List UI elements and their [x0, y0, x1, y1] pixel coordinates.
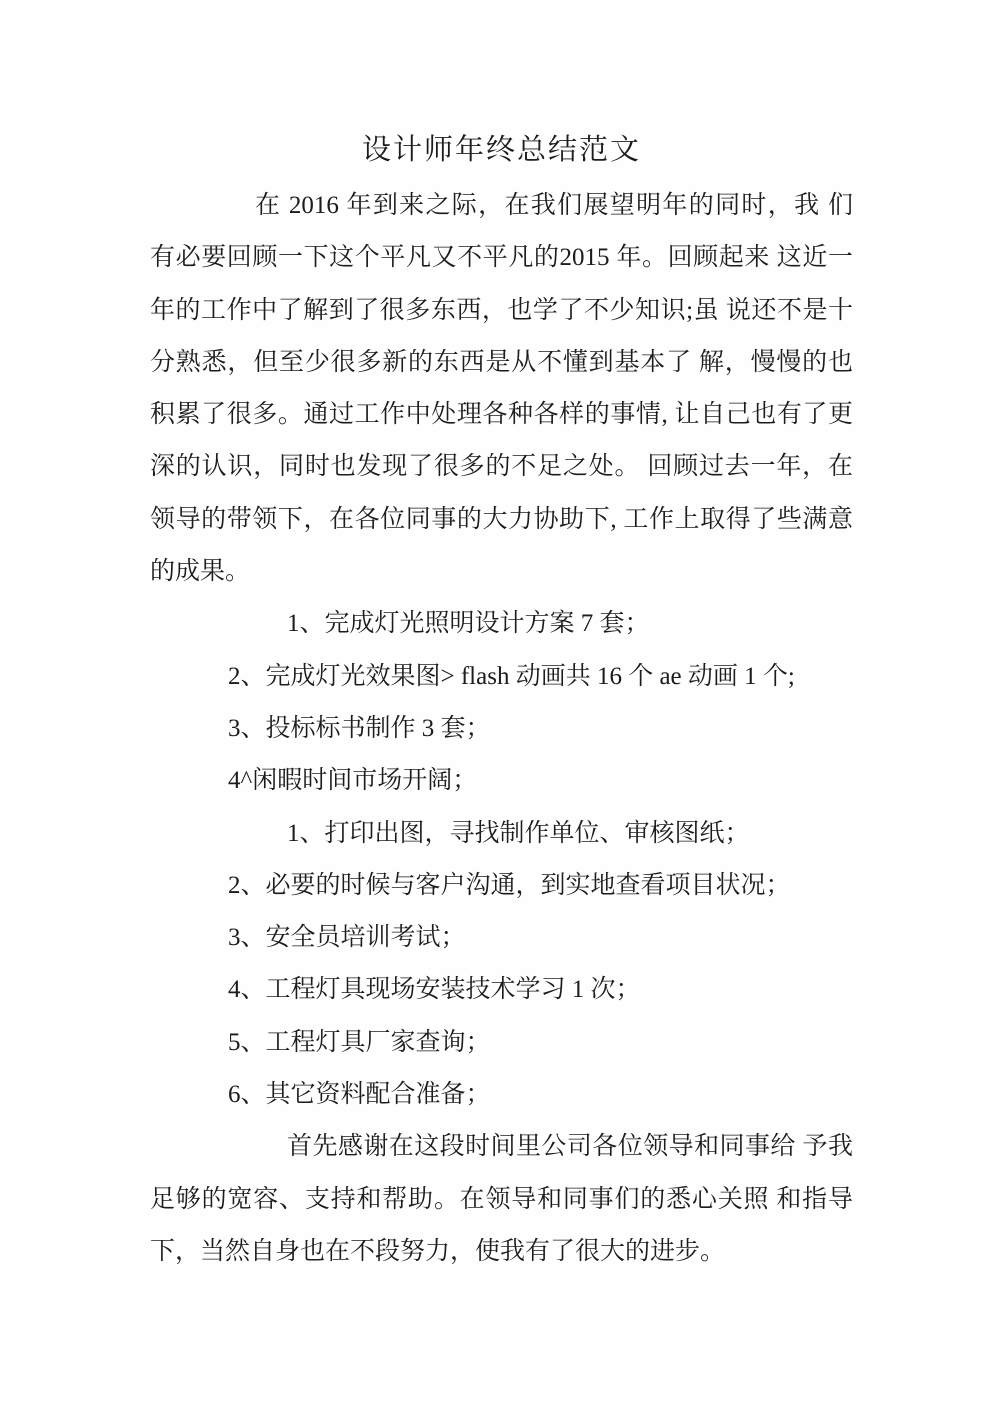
list-item: 5、工程灯具厂家查询； — [228, 1028, 491, 1056]
document-body — [150, 180, 853, 1278]
text-line: 下，当然自身也在不段努力，使我有了很大的进步。 — [150, 1237, 726, 1265]
list-item: 4^闲暇时间市场开阔； — [228, 767, 478, 795]
list-item: 6、其它资料配合准备； — [228, 1081, 491, 1109]
text-line: 领导的带领下，在各位同事的大力协助下, 工作上取得了些满意 — [150, 505, 853, 533]
text-line: 在 2016 年到来之际，在我们展望明年的同时，我 们 — [255, 192, 853, 219]
list-item: 1、打印出图，寻找制作单位、审核图纸； — [287, 819, 750, 847]
text-line: 深的认识，同时也发现了很多的不足之处。 回顾过去一年，在 — [150, 453, 853, 481]
list-item: 3、投标标书制作 3 套； — [228, 714, 491, 742]
text-line: 分熟悉，但至少很多新的东西是从不懂到基本了 解，慢慢的也 — [150, 348, 853, 376]
list-item: 2、完成灯光效果图> flash 动画共 16 个 ae 动画 1 个; — [228, 662, 795, 690]
text-line: 年的工作中了解到了很多东西，也学了不少知识;虽 说还不是十 — [150, 296, 853, 324]
text-line: 有必要回顾一下这个平凡又不平凡的2015 年。回顾起来 这近一 — [150, 244, 853, 272]
text-line: 的成果。 — [150, 558, 251, 586]
text-line: 积累了很多。通过工作中处理各种各样的事情, 让自己也有了更 — [150, 401, 853, 429]
text-line: 首先感谢在这段时间里公司各位领导和同事给 予我 — [287, 1133, 853, 1161]
list-item: 4、工程灯具现场安装技术学习 1 次； — [228, 976, 641, 1004]
list-item: 1、完成灯光照明设计方案 7 套； — [287, 610, 650, 638]
list-item: 3、安全员培训考试； — [228, 924, 466, 952]
text-line: 足够的宽容、支持和帮助。在领导和同事们的悉心关照 和指导 — [150, 1185, 853, 1213]
document-title: 设计师年终总结范文 — [361, 134, 641, 166]
list-item: 2、必要的时候与客户沟通，到实地查看项目状况； — [228, 871, 791, 899]
